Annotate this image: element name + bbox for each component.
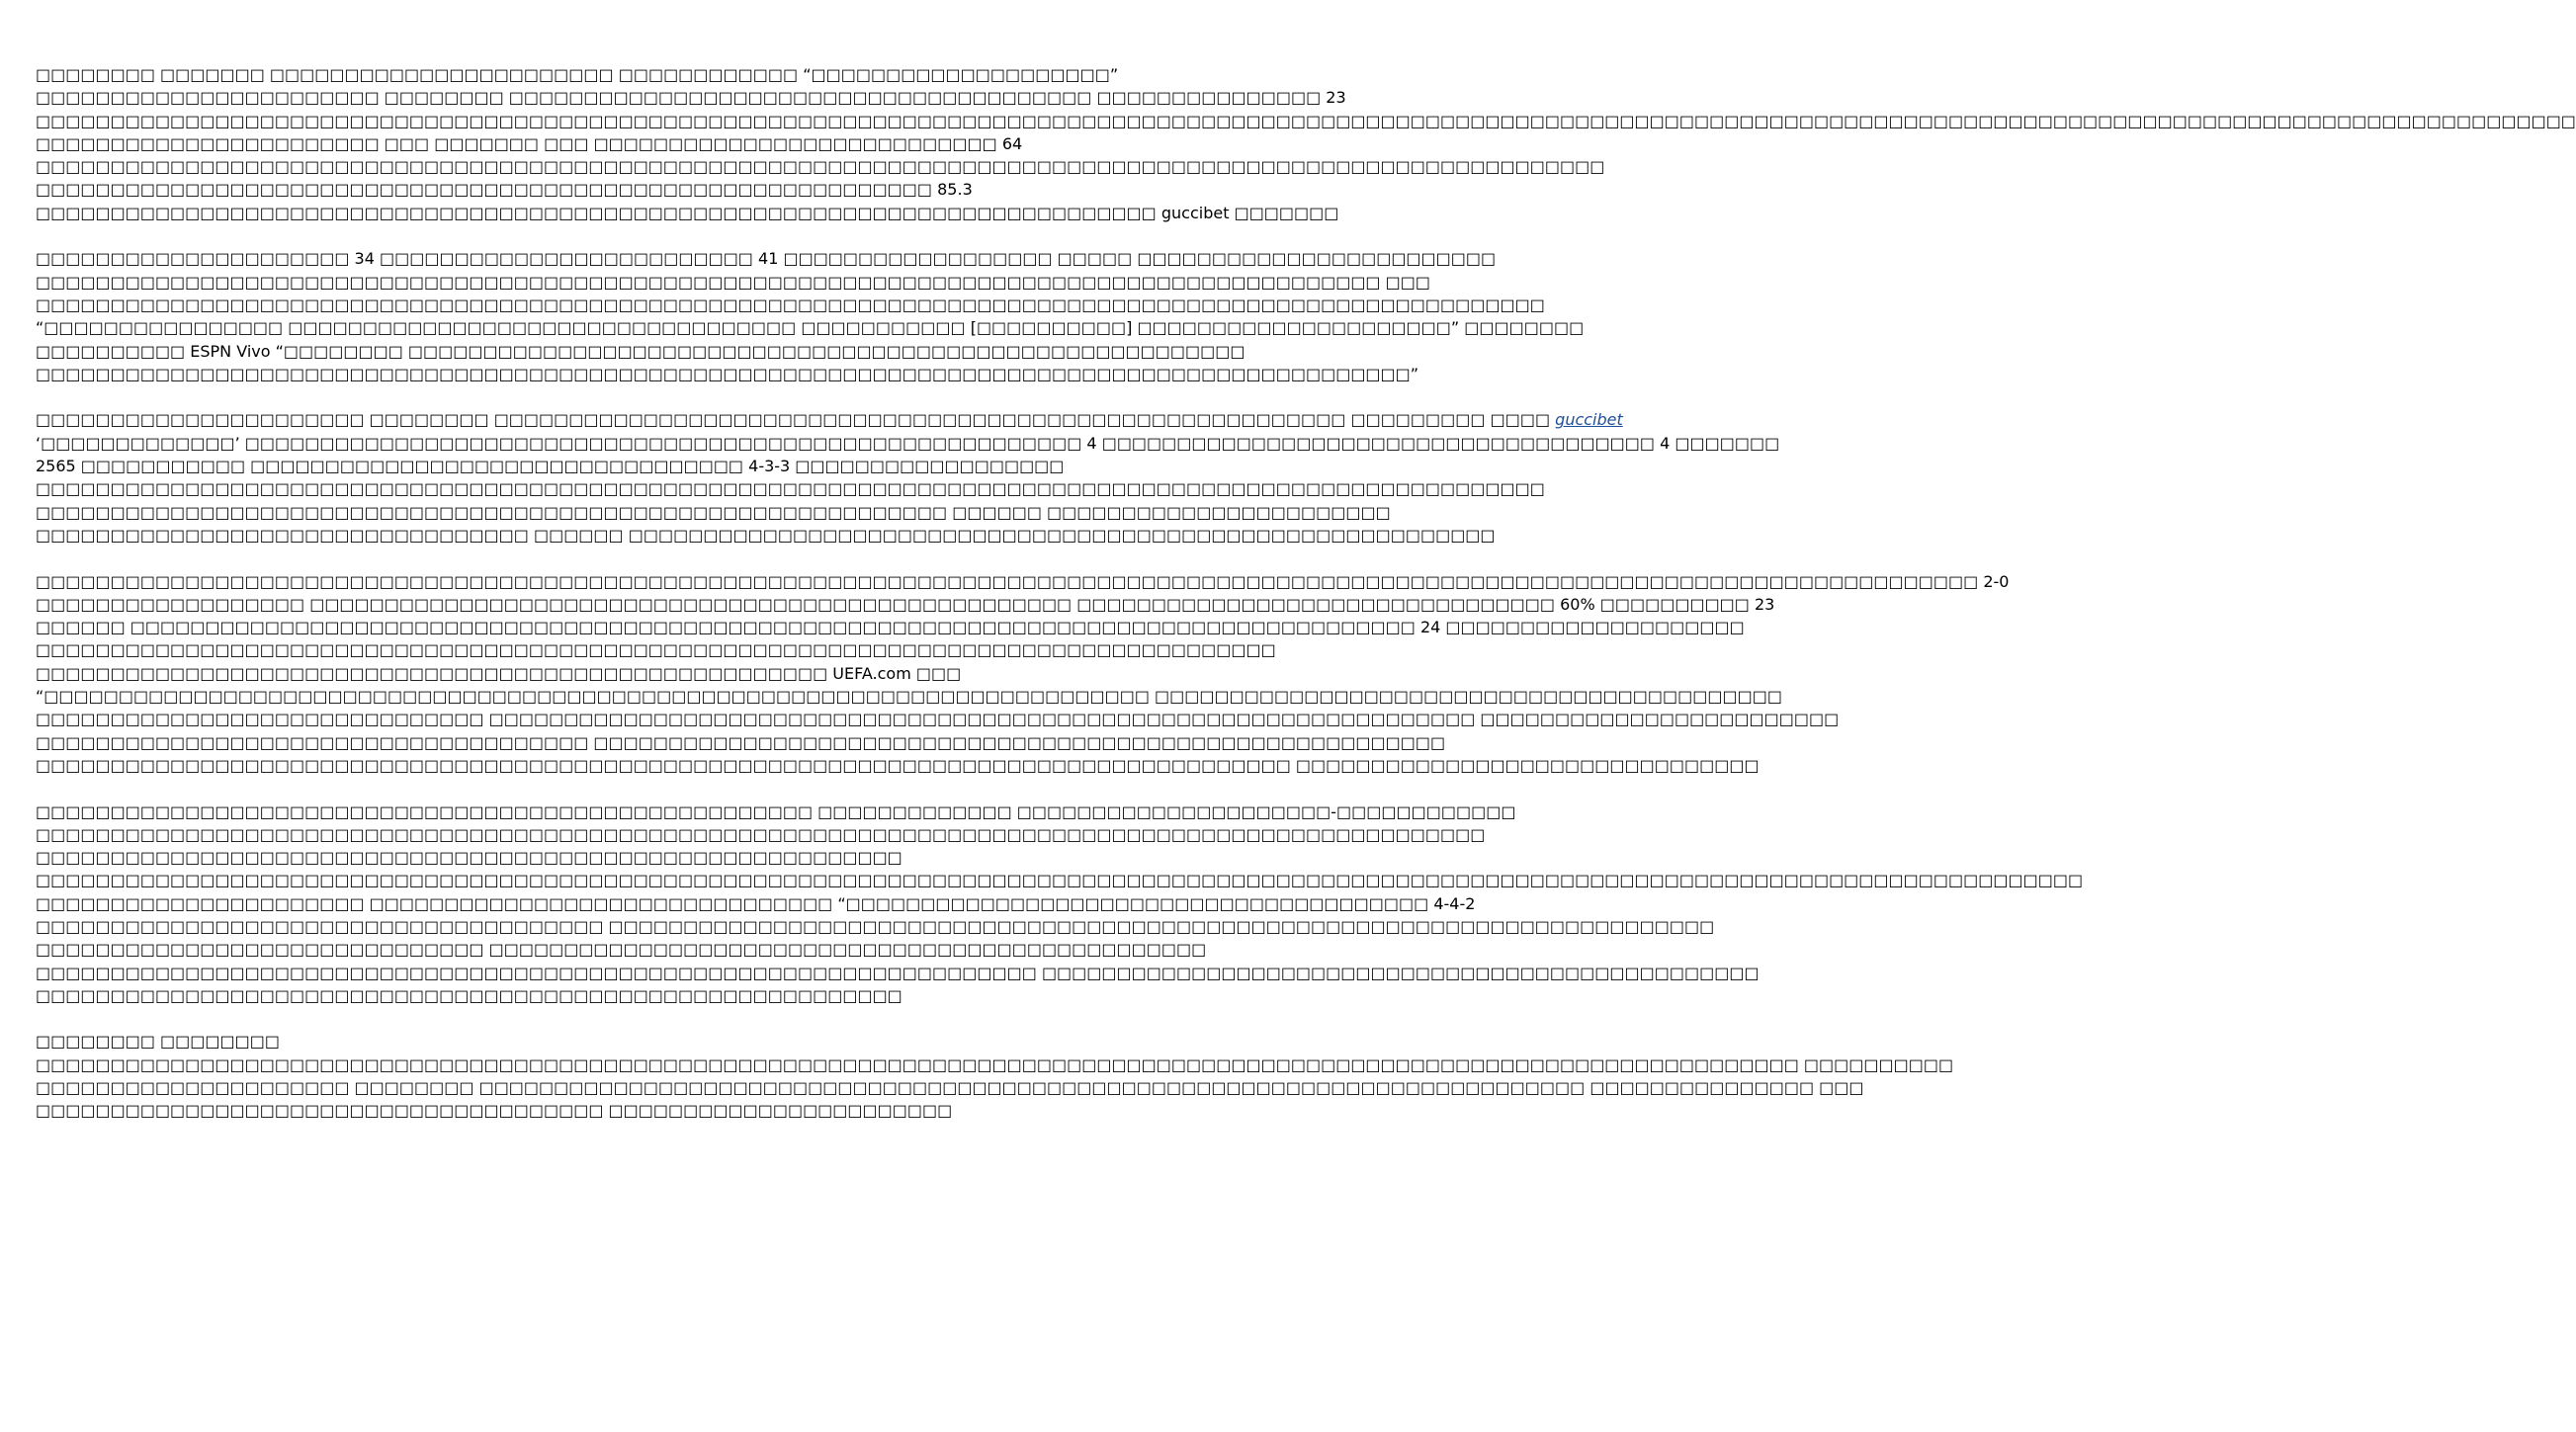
text-run: □□□□□□□□□□□□□□□□□□□□□□□□□□□□□□□□□ □□□□□□ □□□□□□□□□□□□□□□□□□□□□□□□□□□□□□□□□□□□□□□□□□□□□□□□□□□□□□□□□□	[36, 525, 1496, 545]
text-line	[36, 846, 977, 869]
text-run: “□□□□□□□□□□□□□□□□ □□□□□□□□□□□□□□□□□□□□□□□□□□□□□□□□□□ □□□□□□□□□□□ [□□□□□□□□□□] □□□□□□□□□□□□□□□□□□□□□” □□□□□□□□	[36, 318, 1585, 338]
text-run: □□□□□□□□□□□□□□□□□□ □□□□□□□□□□□□□□□□□□□□□□□□□□□□□□□□□□□□□□□□□□□□□□□□□□□ □□□□□□□□□□□□□□□□□□□□□□□□□□□□□□□□ 60% □□□□□□□□□□ 23	[36, 594, 1775, 614]
text-line	[36, 408, 1623, 431]
text-line	[36, 1076, 1864, 1099]
paragraph	[36, 247, 1585, 385]
text-line	[36, 938, 1207, 961]
text-run: □□□□□□□□□□□□□□□□□□□□□□□ □□□□□□□□ □□□□□□□□□□□□□□□□□□□□□□□□□□□□□□□□□□□□□□□ □□□□□□□□□□□□□□□ 23	[36, 88, 1346, 108]
text-run: □□□□□□□□□□□□□□□□□□□□□□□□□□□□□□□□□□□□□□□□□□□□□□□□□□□□□□□□□□□□□□□□□□□□□□□□□□□□□□□□□□□□□□□□□□ □□□	[36, 272, 1430, 292]
text-line	[36, 63, 1119, 86]
text-line	[36, 1030, 977, 1053]
text-run: □□□□□□□□□□□□□□□□□□□□□□□□□□□□□□□□□□□□□□□□□□□□□□□□□□□□□□□□□□□□□□□□□□□□□□□□□□□□□□□□□□□□□□□□□□□□□□□□□□□□□□□□□□□□□□□□□□□□□□ □□□□□□□□□□	[36, 1054, 1954, 1074]
text-run: □□□□□□□□□□□□□□□□□□□□□□□□□□□□□□□□□□□□□□□□□□□□□□□□□□□□□□□□□□□□□□□□□□□□□□□□□□□□□□□□□□□□□□□□□□□□□□□□□□□□□□□□□□□□□□□□□□□□□□□□□□□□□□□□□□□□□□□□□	[36, 871, 2084, 890]
text-run: □□□□□□□□□□□□□□□□□□□□□□□□□□□□□□□□□□□□□□□□□□□□□□□□□□□□□□□□□□□□□□□□□□□□□□□□□□□□□□□□□□□□□□□□□□□□□□□□□□□□□	[36, 295, 1545, 314]
text-run: ‘□□□□□□□□□□□□□’ □□□□□□□□□□□□□□□□□□□□□□□□□□□□□□□□□□□□□□□□□□□□□□□□□□□□□□□□ 4 □□□□□□□□□□□□□□□□□□□□□□□□□□□□□□□□□□□□□ 4 □□□□□□□	[36, 433, 1780, 453]
text-line	[36, 363, 1419, 385]
text-line	[36, 477, 1545, 500]
text-run: □□□□□□□□□□□□□□□□□□□□□□□□□□□□□□□□□□□□□□□□□□□□□□□□□□□□□ UEFA.com □□□	[36, 663, 962, 683]
text-line	[36, 1053, 1954, 1076]
text-line	[36, 570, 2010, 593]
text-run: □□□□□□□□□□□□□□□□□□□□□□□□□□□□□□□□□□□□□□□□□□□□□□□□□□□□□□□□□□□□□□□□□□□□□□□□□□□ guccibet □□□□□□□	[36, 203, 1339, 222]
text-line	[36, 754, 1760, 777]
text-run: □□□□□□□□□□□□□□□□□□□□□□□ □□□ □□□□□□□ □□□ □□□□□□□□□□□□□□□□□□□□□□□□□□□ 64	[36, 133, 1023, 153]
text-run: □□□□□□□□□□□□□□□□□□□□□□□□□□□□□□□□□□□□□□□□□□□□□□□□□□□□□□□□□□□□□□□□□□□□□□□□□□□□□□□□□□□□□□□□□□□□□□□□□□□□□□□□□□□□□□□□□□□□□□□□□□□□□□□□□□□□□□□□□□□□□□□□□□□□□□□□□□□□□□□□□□□□□□□□□□	[36, 111, 2576, 130]
text-run: □□□□□□□□□□□□□□□□□□□□□□□□□□□□□□□□□□□□□□□□□□□□□□□□□□□□□□□□□□□□□□□□□□□□□□□□□□□□□□□□□□□□□□□□□□□□□□□□□□□□□	[36, 479, 1545, 499]
paragraph	[36, 63, 2576, 224]
text-run: □□□□□□□□□□□□□□□□□□□□□□□□□□□□□□□□□□□□□□□□□□□□□□□□□□□□□□□□□□□□□□□□□□□□□□□□□□□□□□□□□□□□□□□□□□□□”	[36, 364, 1419, 383]
text-run: □□□□□□□□□□□□□□□□□□□□□□□□□□□□□□ □□□□□□□□□□□□□□□□□□□□□□□□□□□□□□□□□□□□□□□□□□□□□□□□	[36, 940, 1207, 960]
text-run: □□□□□□□□□□□□□□□□□□□□□□□□□□□□□□□□□□□□□□ □□□□□□□□□□□□□□□□□□□□□□□	[36, 1101, 953, 1121]
text-run: □□□□□□□□□□□□□□□□□□□□□□□□□□□□□□□□□□□□□□□□□□□□□□□□□□□□□□□□□□□□□□□□□□□ □□□□□□□□□□□□□□□□□□□□□□□□□□□□□□□□□□□□□□□□□□□□□□□□	[36, 963, 1760, 982]
text-line	[36, 501, 1391, 524]
text-line	[36, 892, 1476, 915]
text-line	[36, 823, 1486, 846]
text-line	[36, 962, 1760, 984]
text-line	[36, 524, 1496, 547]
text-line	[36, 294, 1545, 316]
text-run: □□□□□□□□□□□□□□□□□□□□□□□□□□□□□□□□□□□□□□□□□□□□□□□□□□□□□□□□□□□□□□□□□□□□□□□□□□□□□□□□□□□	[36, 640, 1276, 660]
text-line	[36, 1099, 977, 1122]
text-run: □□□□□□□□□□□□□□□□□□□□□□□□□□□□□□□□□□□□□ □□□□□□□□□□□□□□□□□□□□□□□□□□□□□□□□□□□□□□□□□□□□□□□□□□□□□□□□□	[36, 732, 1446, 752]
text-run: □□□□□□□□□□□□□□□□□□□□□□□□□□□□□□□□□□□□□□ □□□□□□□□□□□□□□□□□□□□□□□□□□□□□□□□□□□□□□□□□□□□□□□□□□□□□□□□□□□□□□□□□□□□□□□□□□	[36, 916, 1715, 936]
paragraph	[36, 570, 2010, 778]
text-run: □□□□□□ □□□□□□□□□□□□□□□□□□□□□□□□□□□□□□□□□□□□□□□□□□□□□□□□□□□□□□□□□□□□□□□□□□□□□□□□□□□□□□□□□□□□□□ 24 □□□□□□□□□□□□□□□□□□□□	[36, 618, 1745, 637]
text-run: □□□□□□□□□□□□□□□□□□□□□□□□□□□□□□□□□□□□□□□□□□□□□□□□□□□□□□□□□□□□□□□□□□□□□□□□□□□□□□□□□□□□□□□□□□□□□□□□□□□□□□□□□	[36, 157, 1605, 177]
text-line	[36, 800, 1516, 823]
paragraph	[36, 800, 2084, 1008]
paragraph	[36, 1030, 1954, 1122]
text-line	[36, 247, 1497, 270]
text-line	[36, 132, 1023, 155]
text-line	[36, 455, 1065, 477]
text-run: □□□□□□□□□□□□□□□□□□□□□ □□□□□□□□ □□□□□□□□□□□□□□□□□□□□□□□□□□□□□□□□□□□□□□□□□□□□□□□□□□□□□□□□□□□□□□□□□□□□□□□□□□ □□□□□□□□□□□□□□□ □□□	[36, 1078, 1864, 1098]
text-run: □□□□□□□□□□ ESPN Vivo “□□□□□□□□ □□□□□□□□□□□□□□□□□□□□□□□□□□□□□□□□□□□□□□□□□□□□□□□□□□□□□□□□	[36, 341, 1245, 361]
text-line	[36, 110, 2576, 132]
text-run: 2565 □□□□□□□□□□□ □□□□□□□□□□□□□□□□□□□□□□□□□□□□□□□□□ 4-3-3 □□□□□□□□□□□□□□□□□□	[36, 457, 1065, 476]
text-run: □□□□□□□□ □□□□□□□□	[36, 1032, 280, 1052]
text-line	[36, 616, 1745, 638]
text-line	[36, 662, 977, 685]
text-run: □□□□□□□□□□□□□□□□□□□□□□□□□□□□□□□□□□□□□□□□□□□□□□□□□□□□□□□□□□□□□□□□□□□□□□□□□□□□□□□□□□□□□□□□□□□□□□□□□	[36, 824, 1486, 844]
text-line	[36, 178, 977, 201]
text-run: □□□□□□□□□□□□□□□□□□□□□□□□□□□□□□□□□□□□□□□□□□□□□□□□□□□□□□□□□□□□□□□□□□□□□□□□□□□□□□□□□□□□ □□□□□□□□□□□□□□□□□□□□□□□□□□□□□□□	[36, 755, 1760, 775]
text-run: □□□□□□□□□□□□□□□□□□□□□□ □□□□□□□□ □□□□□□□□□□□□□□□□□□□□□□□□□□□□□□□□□□□□□□□□□□□□□□□□□□□□□□□□□ □□□□□□□□□ □□□□	[36, 410, 1556, 430]
text-line	[36, 593, 1775, 616]
text-line	[36, 708, 1840, 730]
text-line	[36, 316, 1585, 339]
text-line	[36, 271, 1430, 294]
text-run: “□□□□□□□□□□□□□□□□□□□□□□□□□□□□□□□□□□□□□□□□□□□□□□□□□□□□□□□□□□□□□□□□□□□□□□□□□□ □□□□□□□□□□□□□□□□□□□□□□□□□□□□□□□□□□□□□□□□□□	[36, 687, 1782, 707]
text-run: □□□□□□□□□□□□□□□□□□□□□ 34 □□□□□□□□□□□□□□□□□□□□□□□□□ 41 □□□□□□□□□□□□□□□□□□ □□□□□ □□□□□□□□□□□□□□□□□□□□□□□□	[36, 249, 1497, 269]
text-run: □□□□□□□□□□□□□□□□□□□□□□□□□□□□□□□□□□□□□□□□□□□□□□□□□□□□ □□□□□□□□□□□□□ □□□□□□□□□□□□□□□□□□□□□-□□□□□□□□□□□□	[36, 801, 1516, 821]
text-run: □□□□□□□□□□□□□□□□□□□□□□□□□□□□□□□□□□□□□□□□□□□□□□□□□□□□□□□□□□□□□□□□□□□□□□□□□□□□□□□□□□□□□□□□□□□□□□□□□□□□□□□□□□□□□□□□□□□□□□□□□□□□□□□□□□ 2-0	[36, 571, 2010, 591]
text-line	[36, 86, 1346, 109]
text-line	[36, 731, 1446, 754]
text-run: □□□□□□□□□□□□□□□□□□□□□□□□□□□□□□□□□□□□□□□□□□□□□□□□□□□□□□□□□□□□□ □□□□□□ □□□□□□□□□□□□□□□□□□□□□□□	[36, 502, 1391, 522]
text-line	[36, 155, 1605, 178]
text-line	[36, 869, 2084, 891]
text-line	[36, 638, 1276, 661]
text-line	[36, 685, 1782, 708]
text-line	[36, 984, 977, 1007]
text-line	[36, 432, 1780, 455]
article-body	[36, 63, 2576, 1145]
paragraph	[36, 408, 1780, 547]
text-run: □□□□□□□□ □□□□□□□ □□□□□□□□□□□□□□□□□□□□□□□ □□□□□□□□□□□□ “□□□□□□□□□□□□□□□□□□□□”	[36, 65, 1119, 84]
text-run: □□□□□□□□□□□□□□□□□□□□□□□□□□□□□□□□□□□□□□□□□□□□□□□□□□□□□□□□□□□□ 85.3	[36, 180, 973, 200]
text-line	[36, 340, 1245, 363]
text-run: □□□□□□□□□□□□□□□□□□□□□□□□□□□□□□□□□□□□□□□□□□□□□□□□□□□□□□□□□□	[36, 985, 902, 1005]
text-line	[36, 915, 1715, 938]
text-run: □□□□□□□□□□□□□□□□□□□□□□□□□□□□□□ □□□□□□□□□□□□□□□□□□□□□□□□□□□□□□□□□□□□□□□□□□□□□□□□□□□□□□□□□□□□□□□□□□ □□□□□□□□□□□□□□□□□□□□□□□□	[36, 710, 1840, 729]
inline-link[interactable]: guccibet	[1555, 410, 1623, 430]
text-run: □□□□□□□□□□□□□□□□□□□□□□□□□□□□□□□□□□□□□□□□□□□□□□□□□□□□□□□□□□	[36, 848, 902, 868]
text-line	[36, 202, 1339, 224]
text-run: □□□□□□□□□□□□□□□□□□□□□□ □□□□□□□□□□□□□□□□□□□□□□□□□□□□□□□ “□□□□□□□□□□□□□□□□□□□□□□□□□□□□□□□□□□□□□□□ 4-4-2	[36, 893, 1476, 913]
